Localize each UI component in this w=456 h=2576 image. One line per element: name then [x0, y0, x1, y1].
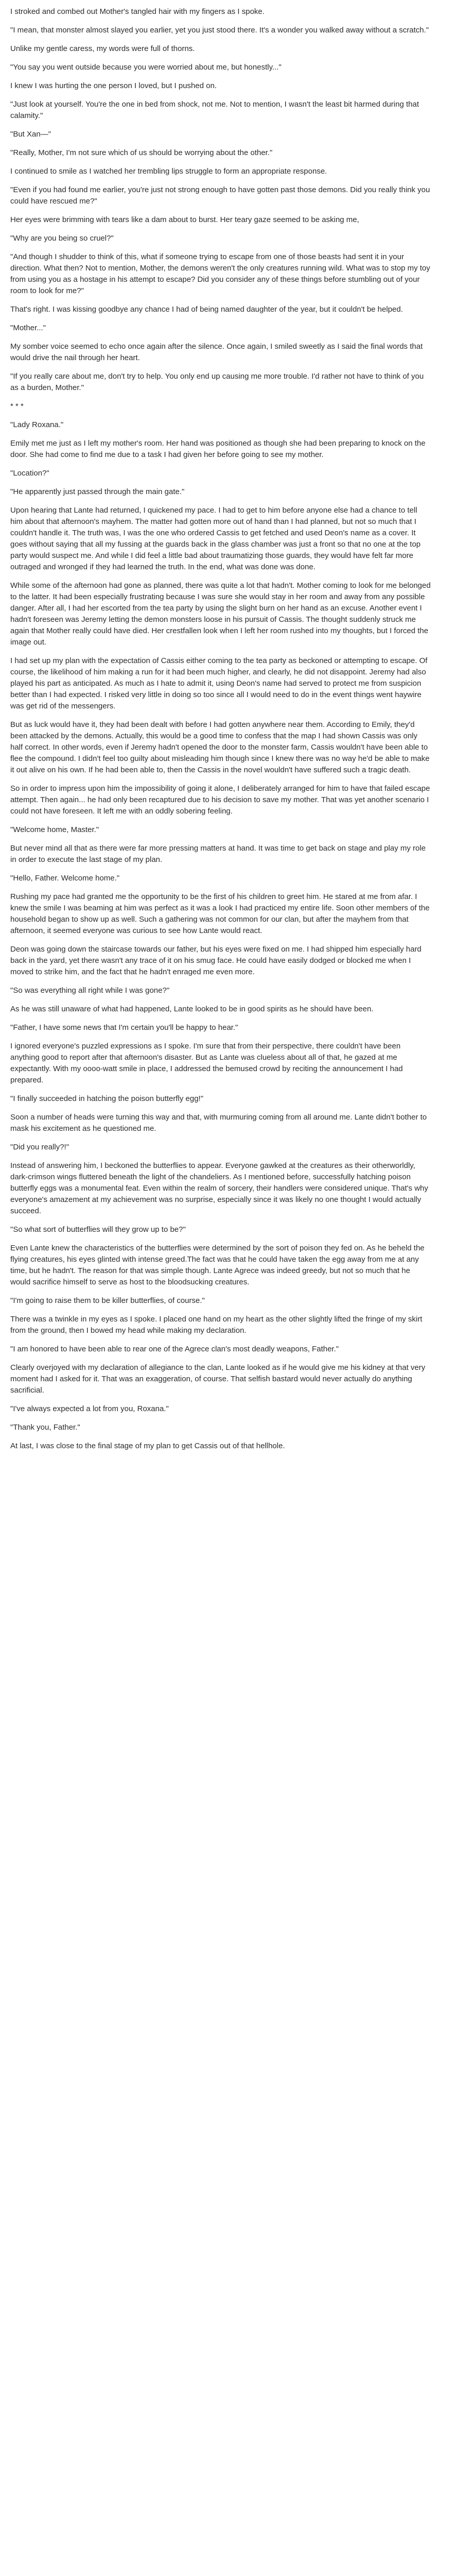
- paragraph: I continued to smile as I watched her trembling lips struggle to form an appropriate response.: [10, 167, 327, 176]
- paragraph: Even Lante knew the characteristics of the butterflies were determined by the sort of poison they fed on. As he beheld the flying creatures, his eyes glinted with intense greed.The fact was that he could have taken the egg away from me at any time, but he hadn't. The reason for that was simple though. Lante Agrece was indeed greedy, but not so much that he would sacrifice himself to serve as host to the bloodsucking creatures.: [10, 1244, 427, 1286]
- paragraph: "So was everything all right while I was gone?": [10, 986, 170, 995]
- paragraph: But never mind all that as there were far more pressing matters at hand. It was time to get back on stage and play my role in order to execute the last stage of my plan.: [10, 844, 428, 864]
- paragraph: Instead of answering him, I beckoned the butterflies to appear. Everyone gawked at the creatures as their otherworldly, dark-crimson wings fluttered beneath the light of the chandeliers. As I mentioned before, successfully hatching poison butterfly eggs was a monumental feat. Even within the realm of sorcery, their handlers were considered unique. That's why everyone's amazement at my achievement was no surprise, especially since it was likely no one thought I would actually succeed.: [10, 1161, 431, 1215]
- paragraph: "Really, Mother, I'm not sure which of us should be worrying about the other.": [10, 148, 273, 157]
- paragraph: At last, I was close to the final stage of my plan to get Cassis out of that hellhole.: [10, 1442, 285, 1450]
- paragraph: "Thank you, Father.": [10, 1423, 80, 1432]
- paragraph: "And though I shudder to think of this, what if someone trying to escape from one of those beasts had sent it in your direction. What then? Not to mention, Mother, the demons weren't the only creatures running wild. What was to stop my toy from using you as a hostage in his attempt to escape? Did you consider any of these things before stumbling out of your room to look for me?": [10, 252, 432, 295]
- paragraph: I stroked and combed out Mother's tangled hair with my fingers as I spoke.: [10, 7, 265, 16]
- paragraph: I knew I was hurting the one person I loved, but I pushed on.: [10, 81, 217, 90]
- paragraph: Unlike my gentle caress, my words were full of thorns.: [10, 44, 195, 53]
- paragraph: "Just look at yourself. You're the one in bed from shock, not me. Not to mention, I wasn't the least bit harmed during that calamity.": [10, 100, 422, 120]
- paragraph: "Hello, Father. Welcome home.": [10, 874, 120, 883]
- paragraph: My somber voice seemed to echo once again after the silence. Once again, I smiled sweetly as I said the final words that would drive the nail through her heart.: [10, 342, 425, 362]
- paragraph: As he was still unaware of what had happened, Lante looked to be in good spirits as he should have been.: [10, 1005, 374, 1013]
- paragraph: Upon hearing that Lante had returned, I quickened my pace. I had to get to him before anyone else had a chance to tell him about that afternoon's mayhem. The matter had gotten more out of hand than I had planned, but not so much that I couldn't handle it. The truth was, I was the one who ordered Cassis to get fetched and used Deon's name as a cover. It goes without saying that all my fussing at the guards back in the glass chamber was just a front so that no one at the top party would suspect me. And while I did feel a little bad about traumatizing those guards, they would have felt far more outraged and wronged if they had learned the truth. In the end, what was done was done.: [10, 506, 423, 571]
- chapter-text: [10, 6, 431, 1452]
- paragraph: "I've always expected a lot from you, Roxana.": [10, 1404, 169, 1413]
- paragraph: "You say you went outside because you were worried about me, but honestly...": [10, 63, 282, 72]
- paragraph: I had set up my plan with the expectation of Cassis either coming to the tea party as beckoned or attempting to escape. Of course, the likelihood of him making a run for it had been much higher, and clearly, he did not disappoint. Jeremy had also played his part as anticipated. As much as I hate to admit it, using Deon's name had served to protect me from suspicion better than I had expected. I risked very little in doing so too since all I would need to do in the event things went haywire was get rid of the messengers.: [10, 656, 430, 710]
- paragraph: But as luck would have it, they had been dealt with before I had gotten anywhere near them. According to Emily, they'd been attacked by the demons. Actually, this would be a good time to confess that the map I had shown Cassis was only half correct. In other words, even if Jeremy hadn't opened the door to the monster farm, Cassis wouldn't have been able to flee the compound. I didn't feel too guilty about misleading him though since I knew there was no way he'd be able to make it out alive on his own. If he had been able to, then the Cassis in the novel wouldn't have suffered such a tragic death.: [10, 720, 432, 774]
- paragraph: That's right. I was kissing goodbye any chance I had of being named daughter of the year, but it couldn't be helped.: [10, 305, 403, 314]
- paragraph: "Mother...": [10, 324, 46, 332]
- paragraph: "Location?": [10, 469, 49, 478]
- paragraph: "Lady Roxana.": [10, 420, 64, 429]
- paragraph: "Welcome home, Master.": [10, 825, 99, 834]
- paragraph: Soon a number of heads were turning this way and that, with murmuring coming from all around me. Lante didn't bother to mask his excitement as he questioned me.: [10, 1113, 429, 1133]
- paragraph: "Even if you had found me earlier, you're just not strong enough to have gotten past those demons. Did you really think you could have rescued me?": [10, 185, 432, 206]
- paragraph: So in order to impress upon him the impossibility of going it alone, I deliberately arranged for him to have that failed escape attempt. Then again... he had only been recaptured due to his decision to save my mother. That was yet another scenario I could not have foreseen. It left me with an oddly sobering feeling.: [10, 784, 432, 816]
- paragraph: "But Xan—": [10, 130, 51, 139]
- paragraph: "I'm going to raise them to be killer butterflies, of course.": [10, 1296, 205, 1305]
- paragraph: "Why are you being so cruel?": [10, 234, 114, 243]
- paragraph: "I am honored to have been able to rear one of the Agrece clan's most deadly weapons, Father.": [10, 1345, 339, 1353]
- scene-break: * * *: [10, 402, 24, 411]
- paragraph: "Did you really?!": [10, 1143, 69, 1151]
- paragraph: "So what sort of butterflies will they grow up to be?": [10, 1225, 186, 1234]
- paragraph: Emily met me just as I left my mother's room. Her hand was positioned as though she had been preparing to knock on the door. She had come to find me due to a task I had given her before going to see my mother.: [10, 439, 428, 459]
- paragraph: "He apparently just passed through the main gate.": [10, 487, 185, 496]
- paragraph: "I mean, that monster almost slayed you earlier, yet you just stood there. It's a wonder you walked away without a scratch.": [10, 26, 429, 35]
- paragraph: "If you really care about me, don't try to help. You only end up causing me more trouble. I'd rather not have to think of you as a burden, Mother.": [10, 372, 426, 392]
- paragraph: There was a twinkle in my eyes as I spoke. I placed one hand on my heart as the other slightly lifted the fringe of my skirt from the ground, then I bowed my head while making my declaration.: [10, 1315, 425, 1335]
- paragraph: Deon was going down the staircase towards our father, but his eyes were fixed on me. I had shipped him especially hard back in the yard, yet there wasn't any trace of it on his smug face. He could have easily dodged or blocked me when I moved to strike him, and the fact that he hadn't enraged me even more.: [10, 945, 424, 976]
- paragraph: "Father, I have some news that I'm certain you'll be happy to hear.": [10, 1023, 238, 1032]
- paragraph: Rushing my pace had granted me the opportunity to be the first of his children to greet him. He stared at me from afar. I knew the smile I was beaming at him was perfect as it was a look I had practiced my entire life. Soon other members of the household began to show up as well. Such a gathering was not common for our clan, but after the mayhem from that afternoon, it seemed everyone was curious to see how Lante would react.: [10, 892, 432, 935]
- paragraph: Her eyes were brimming with tears like a dam about to burst. Her teary gaze seemed to be asking me,: [10, 215, 359, 224]
- paragraph: While some of the afternoon had gone as planned, there was quite a lot that hadn't. Mother coming to look for me belonged to the latter. It had been especially frustrating because I was sure she would stay in her room and away from any possible danger. After all, I had her escorted from the tea party by using the slight burn on her hand as an excuse. Another event I hadn't foreseen was Jeremy letting the demon monsters loose in his pursuit of Cassis. The thought suddenly struck me again that Mother really could have died. Her crestfallen look when I left her room rushed into my thoughts, but I forced the image out.: [10, 581, 433, 647]
- paragraph: I ignored everyone's puzzled expressions as I spoke. I'm sure that from their perspective, there couldn't have been anything good to report after that afternoon's disaster. But as Lante was clueless about all of that, he gazed at me expectantly. With my oooo-watt smile in place, I addressed the bemused crowd by reciting the announcement I had prepared.: [10, 1042, 405, 1084]
- paragraph: "I finally succeeded in hatching the poison butterfly egg!": [10, 1094, 204, 1103]
- paragraph: Clearly overjoyed with my declaration of allegiance to the clan, Lante looked as if he would give me his kidney at that very moment had I asked for it. That was an exaggeration, of course. That selfish bastard would never actually do anything sacrificial.: [10, 1363, 428, 1395]
